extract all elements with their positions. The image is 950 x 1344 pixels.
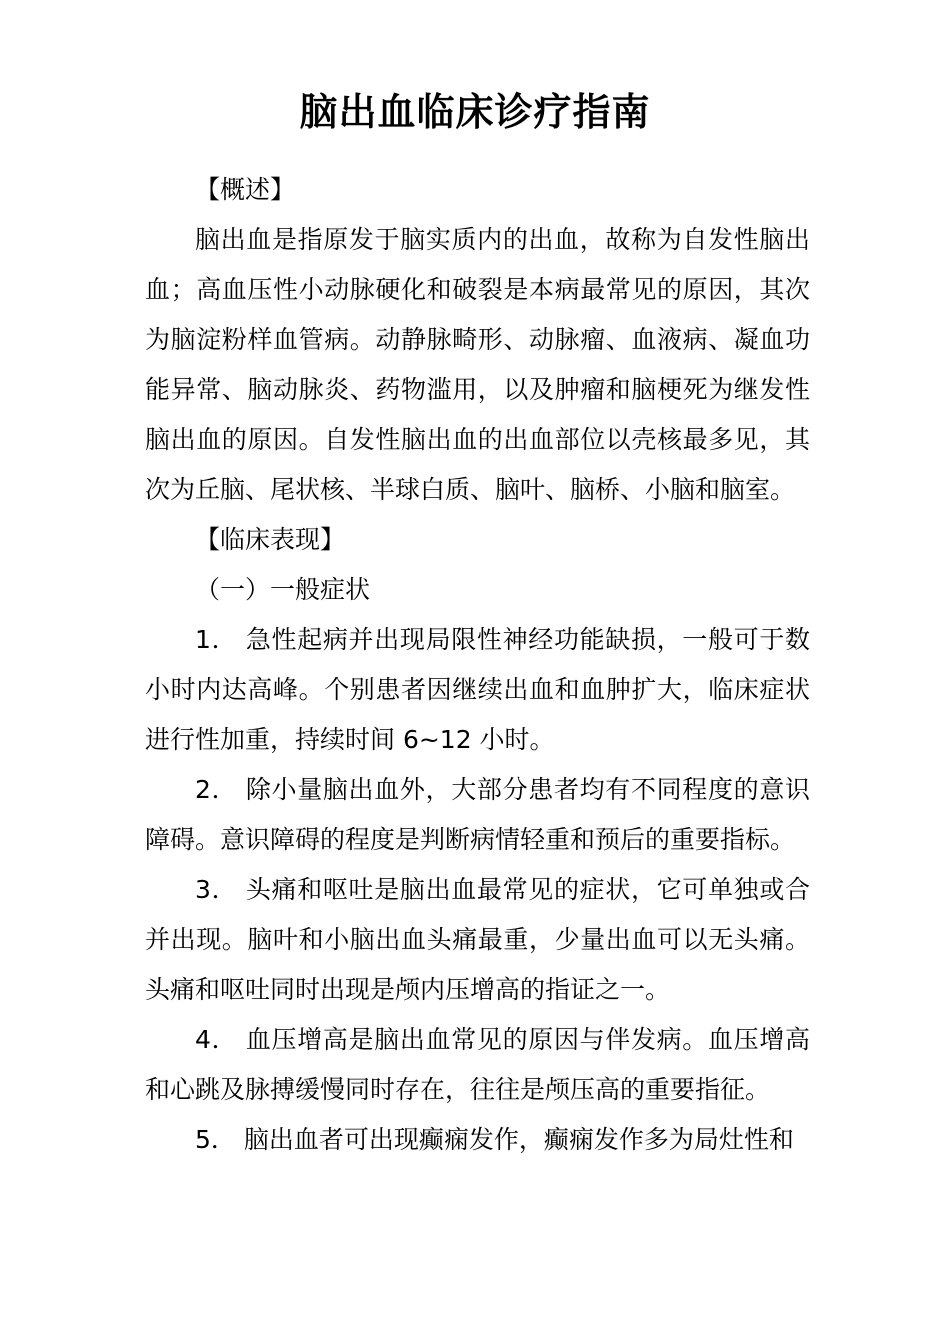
- document-body: [145, 165, 810, 1165]
- section-heading-overview: 【概述】: [195, 175, 296, 204]
- overview-paragraph: 脑出血是指原发于脑实质内的出血，故称为自发性脑出血；高血压性小动脉硬化和破裂是本病最常见的原因，其次为脑淀粉样血管病。动静脉畸形、动脉瘤、血液病、凝血功能异常、脑动脉炎、药物滥用，以及肿瘤和脑梗死为继发性脑出血的原因。自发性脑出血的出血部位以壳核最多见，其次为丘脑、尾状核、半球白质、脑叶、脑桥、小脑和脑室。: [145, 225, 810, 504]
- document-title: 脑出血临床诊疗指南: [299, 90, 651, 134]
- list-item: 3． 头痛和呕吐是脑出血最常见的症状，它可单独或合并出现。脑叶和小脑出血头痛最重，少量出血可以无头痛。头痛和呕吐同时出现是颅内压增高的指证之一。: [145, 875, 810, 1004]
- subsection-heading-general: （一）一般症状: [195, 575, 371, 604]
- list-item: 1． 急性起病并出现局限性神经功能缺损，一般可于数小时内达高峰。个别患者因继续出血和血肿扩大，临床症状进行性加重，持续时间 6~12 小时。: [145, 625, 810, 754]
- list-item: 5． 脑出血者可出现癫痫发作，癫痫发作多为局灶性和: [195, 1125, 794, 1154]
- list-item: 4． 血压增高是脑出血常见的原因与伴发病。血压增高和心跳及脉搏缓慢同时存在，往往是颅压高的重要指征。: [145, 1025, 810, 1104]
- list-item: 2． 除小量脑出血外，大部分患者均有不同程度的意识障碍。意识障碍的程度是判断病情轻重和预后的重要指标。: [145, 775, 810, 854]
- section-heading-clinical: 【临床表现】: [195, 525, 346, 554]
